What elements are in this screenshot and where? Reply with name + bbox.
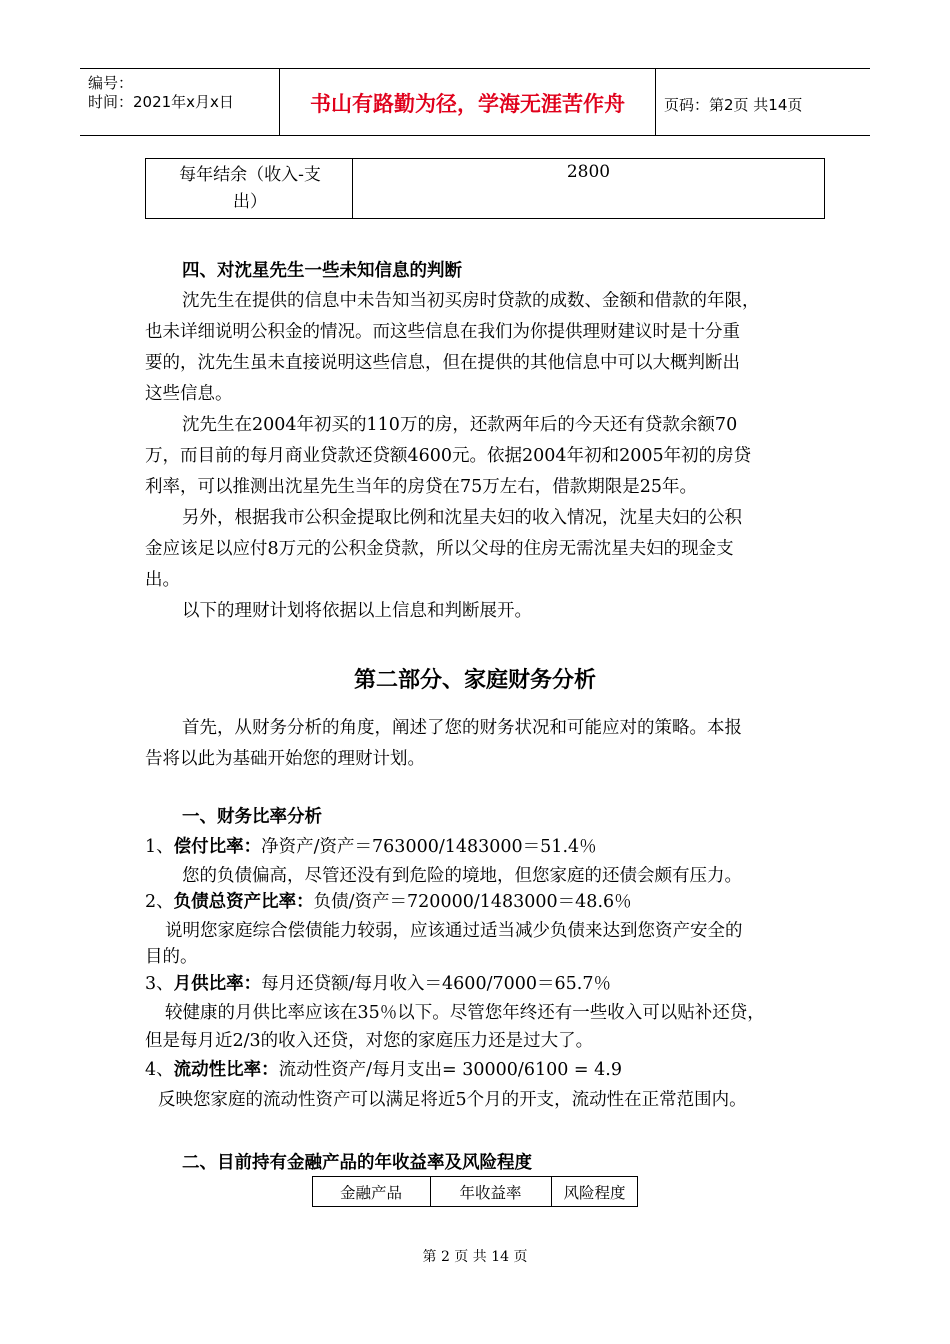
ratio-item	[145, 833, 597, 858]
ratio-label: 负债总资产比率：	[173, 892, 314, 912]
ratio-formula: 流动性资产/每月支出= 30000/6100 = 4.9	[278, 1060, 622, 1080]
page-info: 页码：第2页 共14页	[664, 96, 803, 114]
ratio-item	[145, 970, 611, 995]
ratio-number: 4、	[145, 1060, 174, 1080]
paragraph-line: 要的，沈先生虽未直接说明这些信息，但在提供的其他信息中可以大概判断出	[145, 353, 740, 373]
balance-value: 2800	[566, 162, 611, 182]
header-motto: 书山有路勤为径，学海无涯苦作舟	[310, 92, 625, 116]
ratio-description: 您的负债偏高，尽管还没有到危险的境地，但您家庭的还债会颇有压力。	[182, 866, 742, 886]
ratio-label: 偿付比率：	[173, 837, 262, 857]
ratio-item	[145, 888, 632, 913]
paragraph-line: 万，而目前的每月商业贷款还贷额4600元。依据2004年初和2005年初的房贷	[145, 446, 752, 466]
paragraph-line: 首先，从财务分析的角度，阐述了您的财务状况和可能应对的策略。本报	[182, 718, 742, 738]
ratio-description: 但是每月近2/3的收入还贷，对您的家庭压力还是过大了。	[145, 1031, 594, 1051]
subsection-heading: 二、目前持有金融产品的年收益率及风险程度	[182, 1153, 532, 1173]
ratio-formula: 净资产/资产＝763000/1483000＝51.4％	[261, 837, 597, 857]
paragraph-line: 另外，根据我市公积金提取比例和沈星夫妇的收入情况，沈星夫妇的公积	[182, 508, 742, 528]
paragraph-line: 以下的理财计划将依据以上信息和判断展开。	[182, 601, 532, 621]
ratio-label: 月供比率：	[173, 974, 262, 994]
ratio-description: 较健康的月供比率应该在35％以下。尽管您年终还有一些收入可以贴补还贷，	[165, 1003, 765, 1023]
table-header-cell: 风险程度	[563, 1184, 626, 1202]
paragraph-line: 利率，可以推测出沈星先生当年的房贷在75万左右，借款期限是25年。	[145, 477, 698, 497]
header-top-rule	[80, 68, 870, 69]
header-bottom-rule	[80, 135, 870, 136]
ratio-formula: 每月还贷额/每月收入＝4600/7000＝65.7％	[261, 974, 611, 994]
section-heading: 四、对沈星先生一些未知信息的判断	[182, 261, 462, 281]
balance-label	[160, 162, 340, 216]
subsection-heading: 一、财务比率分析	[182, 807, 322, 827]
paragraph-line: 出。	[145, 570, 180, 590]
ratio-number: 2、	[145, 892, 174, 912]
part-title: 第二部分、家庭财务分析	[353, 668, 596, 693]
table-header-cell: 金融产品	[339, 1184, 402, 1202]
table-header-cell: 年收益率	[459, 1184, 522, 1202]
page-footer: 第 2 页 共 14 页	[422, 1249, 528, 1265]
paragraph-line: 也未详细说明公积金的情况。而这些信息在我们为你提供理财建议时是十分重	[145, 322, 740, 342]
paragraph-line: 这些信息。	[145, 384, 233, 404]
ratio-label: 流动性比率：	[173, 1060, 279, 1080]
paragraph-line: 金应该足以应付8万元的公积金贷款，所以父母的住房无需沈星夫妇的现金支	[145, 539, 734, 559]
ratio-number: 1、	[145, 837, 174, 857]
paragraph-line: 沈先生在提供的信息中未告知当初买房时贷款的成数、金额和借款的年限，	[182, 291, 760, 311]
ratio-description: 反映您家庭的流动性资产可以满足将近5个月的开支，流动性在正常范围内。	[158, 1090, 747, 1110]
paragraph-line: 告将以此为基础开始您的理财计划。	[145, 749, 425, 769]
number-label: 编号：	[88, 74, 134, 92]
paragraph-line: 沈先生在2004年初买的110万的房，还款两年后的今天还有贷款余额70	[182, 415, 738, 435]
ratio-formula: 负债/资产＝720000/1483000＝48.6％	[313, 892, 632, 912]
ratio-number: 3、	[145, 974, 174, 994]
ratio-item	[145, 1056, 622, 1081]
ratio-description: 说明您家庭综合偿债能力较弱，应该通过适当减少负债来达到您资产安全的	[165, 921, 743, 941]
date-label: 时间：2021年x月x日	[88, 93, 234, 111]
balance-label-line: 出）	[233, 192, 267, 212]
ratio-description: 目的。	[145, 947, 198, 967]
header-divider	[655, 68, 656, 135]
balance-label-line: 每年结余（收入-支	[179, 165, 321, 185]
